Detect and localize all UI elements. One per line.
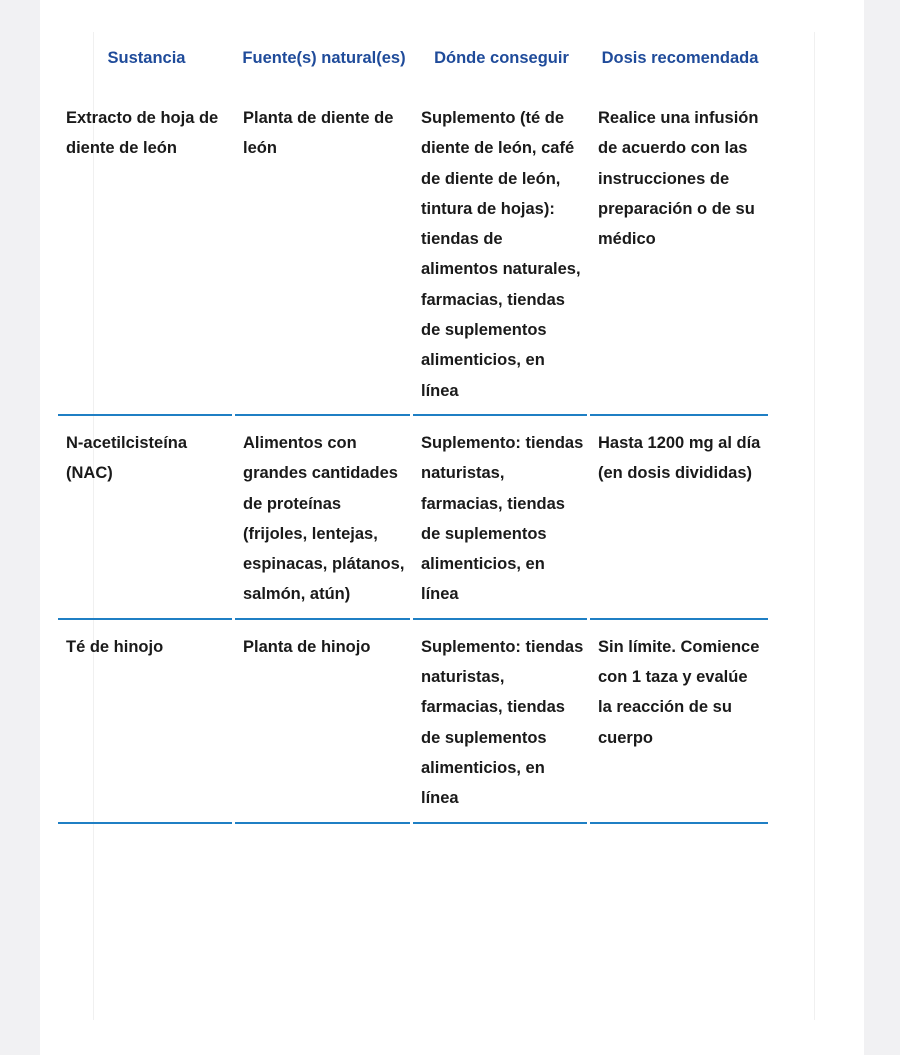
- cell-fuente: Planta de diente de león: [243, 109, 394, 158]
- cell-fuente: Alimentos con grandes cantidades de proteínas (frijoles, lentejas, espinacas, plátanos, salmón, atún): [243, 433, 405, 604]
- row-divider: [58, 822, 770, 825]
- table-row: [58, 92, 770, 414]
- table-row: [58, 621, 770, 822]
- table-header-row: [58, 36, 770, 92]
- cell-sustancia: Té de hinojo: [66, 637, 164, 656]
- table-row: [58, 417, 770, 618]
- cell-fuente: Planta de hinojo: [243, 637, 371, 656]
- cell-donde: Suplemento: tiendas naturistas, farmacias, tiendas de suplementos alimenticios, en línea: [421, 433, 584, 604]
- cell-donde: Suplemento (té de diente de león, café de diente de león, tintura de hojas): tiendas de alimentos naturales, farmacias, tiendas de suplementos alimenticios, en línea: [421, 109, 581, 400]
- header-sustancia: Sustancia: [107, 49, 186, 67]
- cell-dosis: Hasta 1200 mg al día (en dosis divididas): [598, 433, 761, 483]
- supplements-table: [58, 36, 770, 825]
- cell-sustancia: Extracto de hoja de diente de león: [66, 109, 219, 158]
- cell-dosis: Sin límite. Comience con 1 taza y evalúe la reacción de su cuerpo: [598, 637, 760, 747]
- cell-sustancia: N-acetilcisteína (NAC): [66, 433, 188, 483]
- header-fuente: Fuente(s) natural(es): [242, 49, 406, 67]
- header-donde: Dónde conseguir: [434, 49, 569, 67]
- cell-donde: Suplemento: tiendas naturistas, farmacias, tiendas de suplementos alimenticios, en línea: [421, 637, 584, 808]
- cell-dosis: Realice una infusión de acuerdo con las instrucciones de preparación o de su médico: [598, 109, 759, 249]
- header-dosis: Dosis recomendada: [601, 49, 759, 67]
